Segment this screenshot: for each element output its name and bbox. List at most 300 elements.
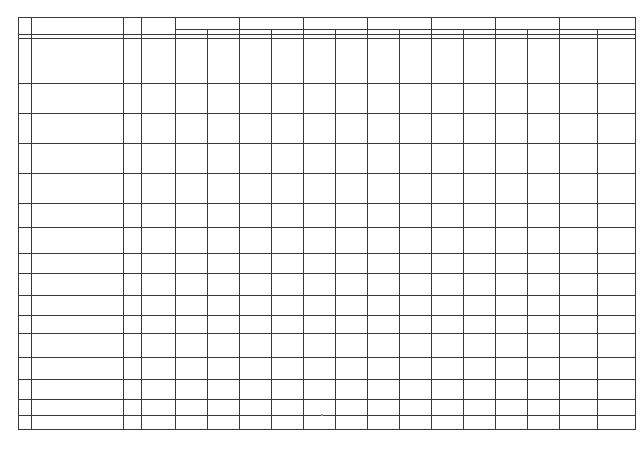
row-article-cell [124, 334, 142, 358]
row-value-cell [464, 228, 496, 254]
row-value-cell [496, 274, 528, 296]
row-name-cell [32, 114, 124, 144]
row-name-cell [32, 400, 124, 416]
row-number-cell [19, 416, 32, 430]
row-value-cell [208, 39, 240, 84]
row-value-cell [496, 254, 528, 274]
row-value-cell [560, 296, 598, 316]
row-value-cell [400, 144, 432, 174]
row-number-cell [19, 254, 32, 274]
row-value-cell [176, 39, 208, 84]
row-value-cell [272, 84, 304, 114]
row-article-cell [124, 39, 142, 84]
row-value-cell [240, 39, 272, 84]
row-value-cell [464, 84, 496, 114]
row-value-cell [272, 254, 304, 274]
row-value-cell [176, 144, 208, 174]
row-value-cell [400, 296, 432, 316]
row-value-cell [336, 174, 368, 204]
row-value-cell [304, 296, 336, 316]
row-value-cell [528, 334, 560, 358]
table-row [19, 380, 636, 400]
row-value-cell [560, 144, 598, 174]
row-value-cell [176, 400, 208, 416]
row-number-cell [19, 334, 32, 358]
row-article-cell [124, 296, 142, 316]
row-value-cell [240, 316, 272, 334]
row-number-cell [19, 228, 32, 254]
row-number-cell [19, 174, 32, 204]
row-value-cell [272, 358, 304, 380]
row-value-cell [598, 316, 636, 334]
row-value-cell [560, 204, 598, 228]
row-value-cell [496, 204, 528, 228]
row-value-cell [336, 39, 368, 84]
row-value-cell [598, 400, 636, 416]
row-value-cell [368, 39, 400, 84]
page-mark [321, 414, 323, 416]
row-value-cell [496, 144, 528, 174]
row-number-cell [19, 114, 32, 144]
row-value-cell [336, 334, 368, 358]
row-value-cell [400, 114, 432, 144]
row-value-cell [598, 334, 636, 358]
row-value-cell [304, 204, 336, 228]
table-header-row [19, 18, 636, 30]
row-value-cell [400, 39, 432, 84]
row-article-cell [124, 358, 142, 380]
row-value-cell [560, 416, 598, 430]
table-row [19, 228, 636, 254]
row-value-cell [400, 274, 432, 296]
table-row [19, 204, 636, 228]
row-kvsr-cell [142, 114, 176, 144]
row-article-cell [124, 416, 142, 430]
row-value-cell [240, 114, 272, 144]
row-value-cell [496, 228, 528, 254]
row-value-cell [208, 144, 240, 174]
row-article-cell [124, 316, 142, 334]
row-value-cell [176, 416, 208, 430]
row-value-cell [598, 144, 636, 174]
row-value-cell [368, 254, 400, 274]
row-value-cell [240, 380, 272, 400]
row-value-cell [240, 84, 272, 114]
table-row [19, 114, 636, 144]
row-value-cell [496, 416, 528, 430]
row-value-cell [528, 358, 560, 380]
row-value-cell [464, 380, 496, 400]
row-value-cell [598, 416, 636, 430]
row-value-cell [304, 416, 336, 430]
row-value-cell [240, 254, 272, 274]
row-kvsr-cell [142, 174, 176, 204]
row-value-cell [560, 380, 598, 400]
row-number-cell [19, 39, 32, 84]
row-value-cell [528, 204, 560, 228]
table-row [19, 274, 636, 296]
row-number-cell [19, 144, 32, 174]
row-value-cell [496, 334, 528, 358]
row-value-cell [208, 114, 240, 144]
header-group [496, 18, 560, 30]
row-name-cell [32, 228, 124, 254]
row-value-cell [400, 416, 432, 430]
row-value-cell [464, 358, 496, 380]
row-article-cell [124, 380, 142, 400]
row-value-cell [400, 228, 432, 254]
row-value-cell [432, 274, 464, 296]
row-value-cell [304, 84, 336, 114]
row-name-cell [32, 144, 124, 174]
row-value-cell [528, 144, 560, 174]
row-value-cell [272, 174, 304, 204]
row-value-cell [464, 274, 496, 296]
row-value-cell [400, 84, 432, 114]
row-value-cell [176, 296, 208, 316]
row-value-cell [464, 174, 496, 204]
row-value-cell [432, 114, 464, 144]
row-article-cell [124, 254, 142, 274]
row-value-cell [240, 144, 272, 174]
table-row [19, 334, 636, 358]
row-value-cell [528, 39, 560, 84]
header-kvsr [142, 18, 176, 35]
row-kvsr-cell [142, 274, 176, 296]
row-kvsr-cell [142, 334, 176, 358]
row-number-cell [19, 316, 32, 334]
row-value-cell [400, 358, 432, 380]
header-group [176, 18, 240, 30]
table-row [19, 84, 636, 114]
row-value-cell [304, 254, 336, 274]
row-name-cell [32, 254, 124, 274]
row-article-cell [124, 144, 142, 174]
row-value-cell [176, 228, 208, 254]
row-value-cell [304, 358, 336, 380]
row-value-cell [400, 316, 432, 334]
row-value-cell [464, 144, 496, 174]
row-value-cell [208, 400, 240, 416]
row-value-cell [496, 296, 528, 316]
row-value-cell [368, 144, 400, 174]
row-value-cell [272, 296, 304, 316]
row-value-cell [272, 380, 304, 400]
row-value-cell [176, 316, 208, 334]
row-name-cell [32, 334, 124, 358]
row-value-cell [496, 174, 528, 204]
row-article-cell [124, 274, 142, 296]
header-name [32, 18, 124, 35]
row-value-cell [496, 380, 528, 400]
row-value-cell [304, 174, 336, 204]
row-number-cell [19, 296, 32, 316]
row-value-cell [336, 316, 368, 334]
page-number [5, 6, 635, 14]
row-value-cell [560, 39, 598, 84]
row-value-cell [208, 228, 240, 254]
row-value-cell [464, 204, 496, 228]
row-value-cell [598, 380, 636, 400]
row-value-cell [176, 380, 208, 400]
row-value-cell [598, 296, 636, 316]
row-value-cell [272, 228, 304, 254]
row-kvsr-cell [142, 228, 176, 254]
row-value-cell [400, 174, 432, 204]
row-value-cell [368, 380, 400, 400]
row-value-cell [496, 39, 528, 84]
row-value-cell [560, 400, 598, 416]
row-value-cell [240, 416, 272, 430]
row-value-cell [176, 174, 208, 204]
row-value-cell [240, 358, 272, 380]
row-name-cell [32, 84, 124, 114]
header-group [560, 18, 636, 30]
table-row [19, 254, 636, 274]
row-value-cell [560, 84, 598, 114]
row-article-cell [124, 400, 142, 416]
table-row [19, 144, 636, 174]
row-value-cell [496, 84, 528, 114]
row-value-cell [208, 416, 240, 430]
row-value-cell [304, 144, 336, 174]
row-value-cell [240, 228, 272, 254]
row-number-cell [19, 358, 32, 380]
row-value-cell [400, 380, 432, 400]
row-value-cell [272, 39, 304, 84]
row-value-cell [336, 254, 368, 274]
row-value-cell [560, 254, 598, 274]
row-value-cell [432, 316, 464, 334]
row-value-cell [432, 174, 464, 204]
row-value-cell [432, 254, 464, 274]
row-value-cell [598, 174, 636, 204]
row-value-cell [368, 274, 400, 296]
row-value-cell [432, 296, 464, 316]
row-value-cell [560, 316, 598, 334]
row-value-cell [432, 400, 464, 416]
row-value-cell [240, 296, 272, 316]
row-kvsr-cell [142, 400, 176, 416]
row-name-cell [32, 358, 124, 380]
row-value-cell [208, 274, 240, 296]
row-number-cell [19, 380, 32, 400]
row-value-cell [496, 400, 528, 416]
row-value-cell [432, 39, 464, 84]
row-value-cell [496, 316, 528, 334]
row-name-cell [32, 296, 124, 316]
row-value-cell [176, 204, 208, 228]
row-value-cell [176, 114, 208, 144]
row-value-cell [336, 296, 368, 316]
table-row [19, 174, 636, 204]
row-article-cell [124, 204, 142, 228]
row-value-cell [272, 114, 304, 144]
row-value-cell [208, 358, 240, 380]
row-value-cell [304, 39, 336, 84]
row-article-cell [124, 84, 142, 114]
row-value-cell [304, 114, 336, 144]
row-value-cell [432, 380, 464, 400]
row-value-cell [272, 144, 304, 174]
row-value-cell [432, 334, 464, 358]
row-value-cell [598, 39, 636, 84]
row-value-cell [432, 84, 464, 114]
budget-table-sheet [18, 17, 623, 440]
row-value-cell [598, 228, 636, 254]
row-value-cell [336, 228, 368, 254]
row-article-cell [124, 228, 142, 254]
row-value-cell [368, 416, 400, 430]
row-value-cell [336, 114, 368, 144]
row-kvsr-cell [142, 416, 176, 430]
row-value-cell [598, 274, 636, 296]
row-value-cell [208, 380, 240, 400]
row-value-cell [464, 254, 496, 274]
row-value-cell [272, 400, 304, 416]
row-value-cell [400, 254, 432, 274]
row-value-cell [528, 174, 560, 204]
row-number-cell [19, 84, 32, 114]
row-value-cell [528, 84, 560, 114]
row-value-cell [528, 114, 560, 144]
row-value-cell [304, 334, 336, 358]
row-value-cell [208, 296, 240, 316]
row-value-cell [598, 254, 636, 274]
row-value-cell [528, 228, 560, 254]
header-article [124, 18, 142, 35]
row-value-cell [560, 358, 598, 380]
row-value-cell [272, 274, 304, 296]
header-row-number [19, 18, 32, 35]
row-value-cell [400, 334, 432, 358]
row-value-cell [304, 228, 336, 254]
row-value-cell [336, 416, 368, 430]
row-value-cell [208, 84, 240, 114]
row-value-cell [368, 114, 400, 144]
row-value-cell [368, 204, 400, 228]
row-value-cell [432, 416, 464, 430]
row-value-cell [560, 114, 598, 144]
header-group [304, 18, 368, 30]
row-value-cell [464, 416, 496, 430]
row-value-cell [176, 274, 208, 296]
row-value-cell [528, 316, 560, 334]
row-number-cell [19, 274, 32, 296]
row-number-cell [19, 204, 32, 228]
row-value-cell [368, 316, 400, 334]
row-value-cell [336, 400, 368, 416]
row-value-cell [304, 400, 336, 416]
row-value-cell [176, 334, 208, 358]
table-row [19, 358, 636, 380]
row-value-cell [240, 274, 272, 296]
header-group [432, 18, 496, 30]
row-kvsr-cell [142, 254, 176, 274]
header-group [240, 18, 304, 30]
row-value-cell [368, 84, 400, 114]
row-value-cell [336, 380, 368, 400]
row-value-cell [304, 380, 336, 400]
row-value-cell [240, 204, 272, 228]
row-value-cell [368, 400, 400, 416]
row-value-cell [368, 296, 400, 316]
row-value-cell [304, 316, 336, 334]
row-value-cell [272, 334, 304, 358]
row-value-cell [528, 416, 560, 430]
row-value-cell [598, 114, 636, 144]
row-value-cell [496, 114, 528, 144]
row-kvsr-cell [142, 358, 176, 380]
row-value-cell [208, 174, 240, 204]
row-name-cell [32, 274, 124, 296]
row-value-cell [400, 204, 432, 228]
row-value-cell [528, 380, 560, 400]
row-value-cell [336, 358, 368, 380]
row-value-cell [336, 274, 368, 296]
row-value-cell [336, 204, 368, 228]
row-value-cell [432, 204, 464, 228]
row-kvsr-cell [142, 84, 176, 114]
row-article-cell [124, 114, 142, 144]
row-kvsr-cell [142, 316, 176, 334]
header-group [368, 18, 432, 30]
table-row [19, 416, 636, 430]
row-value-cell [464, 334, 496, 358]
row-value-cell [432, 144, 464, 174]
row-value-cell [176, 358, 208, 380]
row-value-cell [464, 316, 496, 334]
row-value-cell [240, 400, 272, 416]
row-value-cell [598, 358, 636, 380]
row-value-cell [598, 204, 636, 228]
row-value-cell [560, 228, 598, 254]
row-value-cell [176, 254, 208, 274]
table-row [19, 316, 636, 334]
row-value-cell [432, 228, 464, 254]
row-value-cell [598, 84, 636, 114]
row-value-cell [368, 174, 400, 204]
row-article-cell [124, 174, 142, 204]
row-value-cell [560, 274, 598, 296]
budget-table [18, 17, 636, 430]
row-value-cell [528, 296, 560, 316]
row-value-cell [208, 254, 240, 274]
row-name-cell [32, 204, 124, 228]
row-value-cell [208, 204, 240, 228]
row-number-cell [19, 400, 32, 416]
row-value-cell [368, 358, 400, 380]
row-kvsr-cell [142, 39, 176, 84]
table-row [19, 400, 636, 416]
row-kvsr-cell [142, 144, 176, 174]
row-value-cell [208, 316, 240, 334]
table-row [19, 39, 636, 84]
row-value-cell [560, 334, 598, 358]
row-value-cell [432, 358, 464, 380]
row-value-cell [368, 334, 400, 358]
row-value-cell [560, 174, 598, 204]
row-kvsr-cell [142, 204, 176, 228]
row-value-cell [528, 274, 560, 296]
row-value-cell [240, 174, 272, 204]
row-value-cell [240, 334, 272, 358]
row-value-cell [272, 204, 304, 228]
row-value-cell [400, 400, 432, 416]
row-value-cell [336, 144, 368, 174]
row-name-cell [32, 380, 124, 400]
row-value-cell [496, 358, 528, 380]
